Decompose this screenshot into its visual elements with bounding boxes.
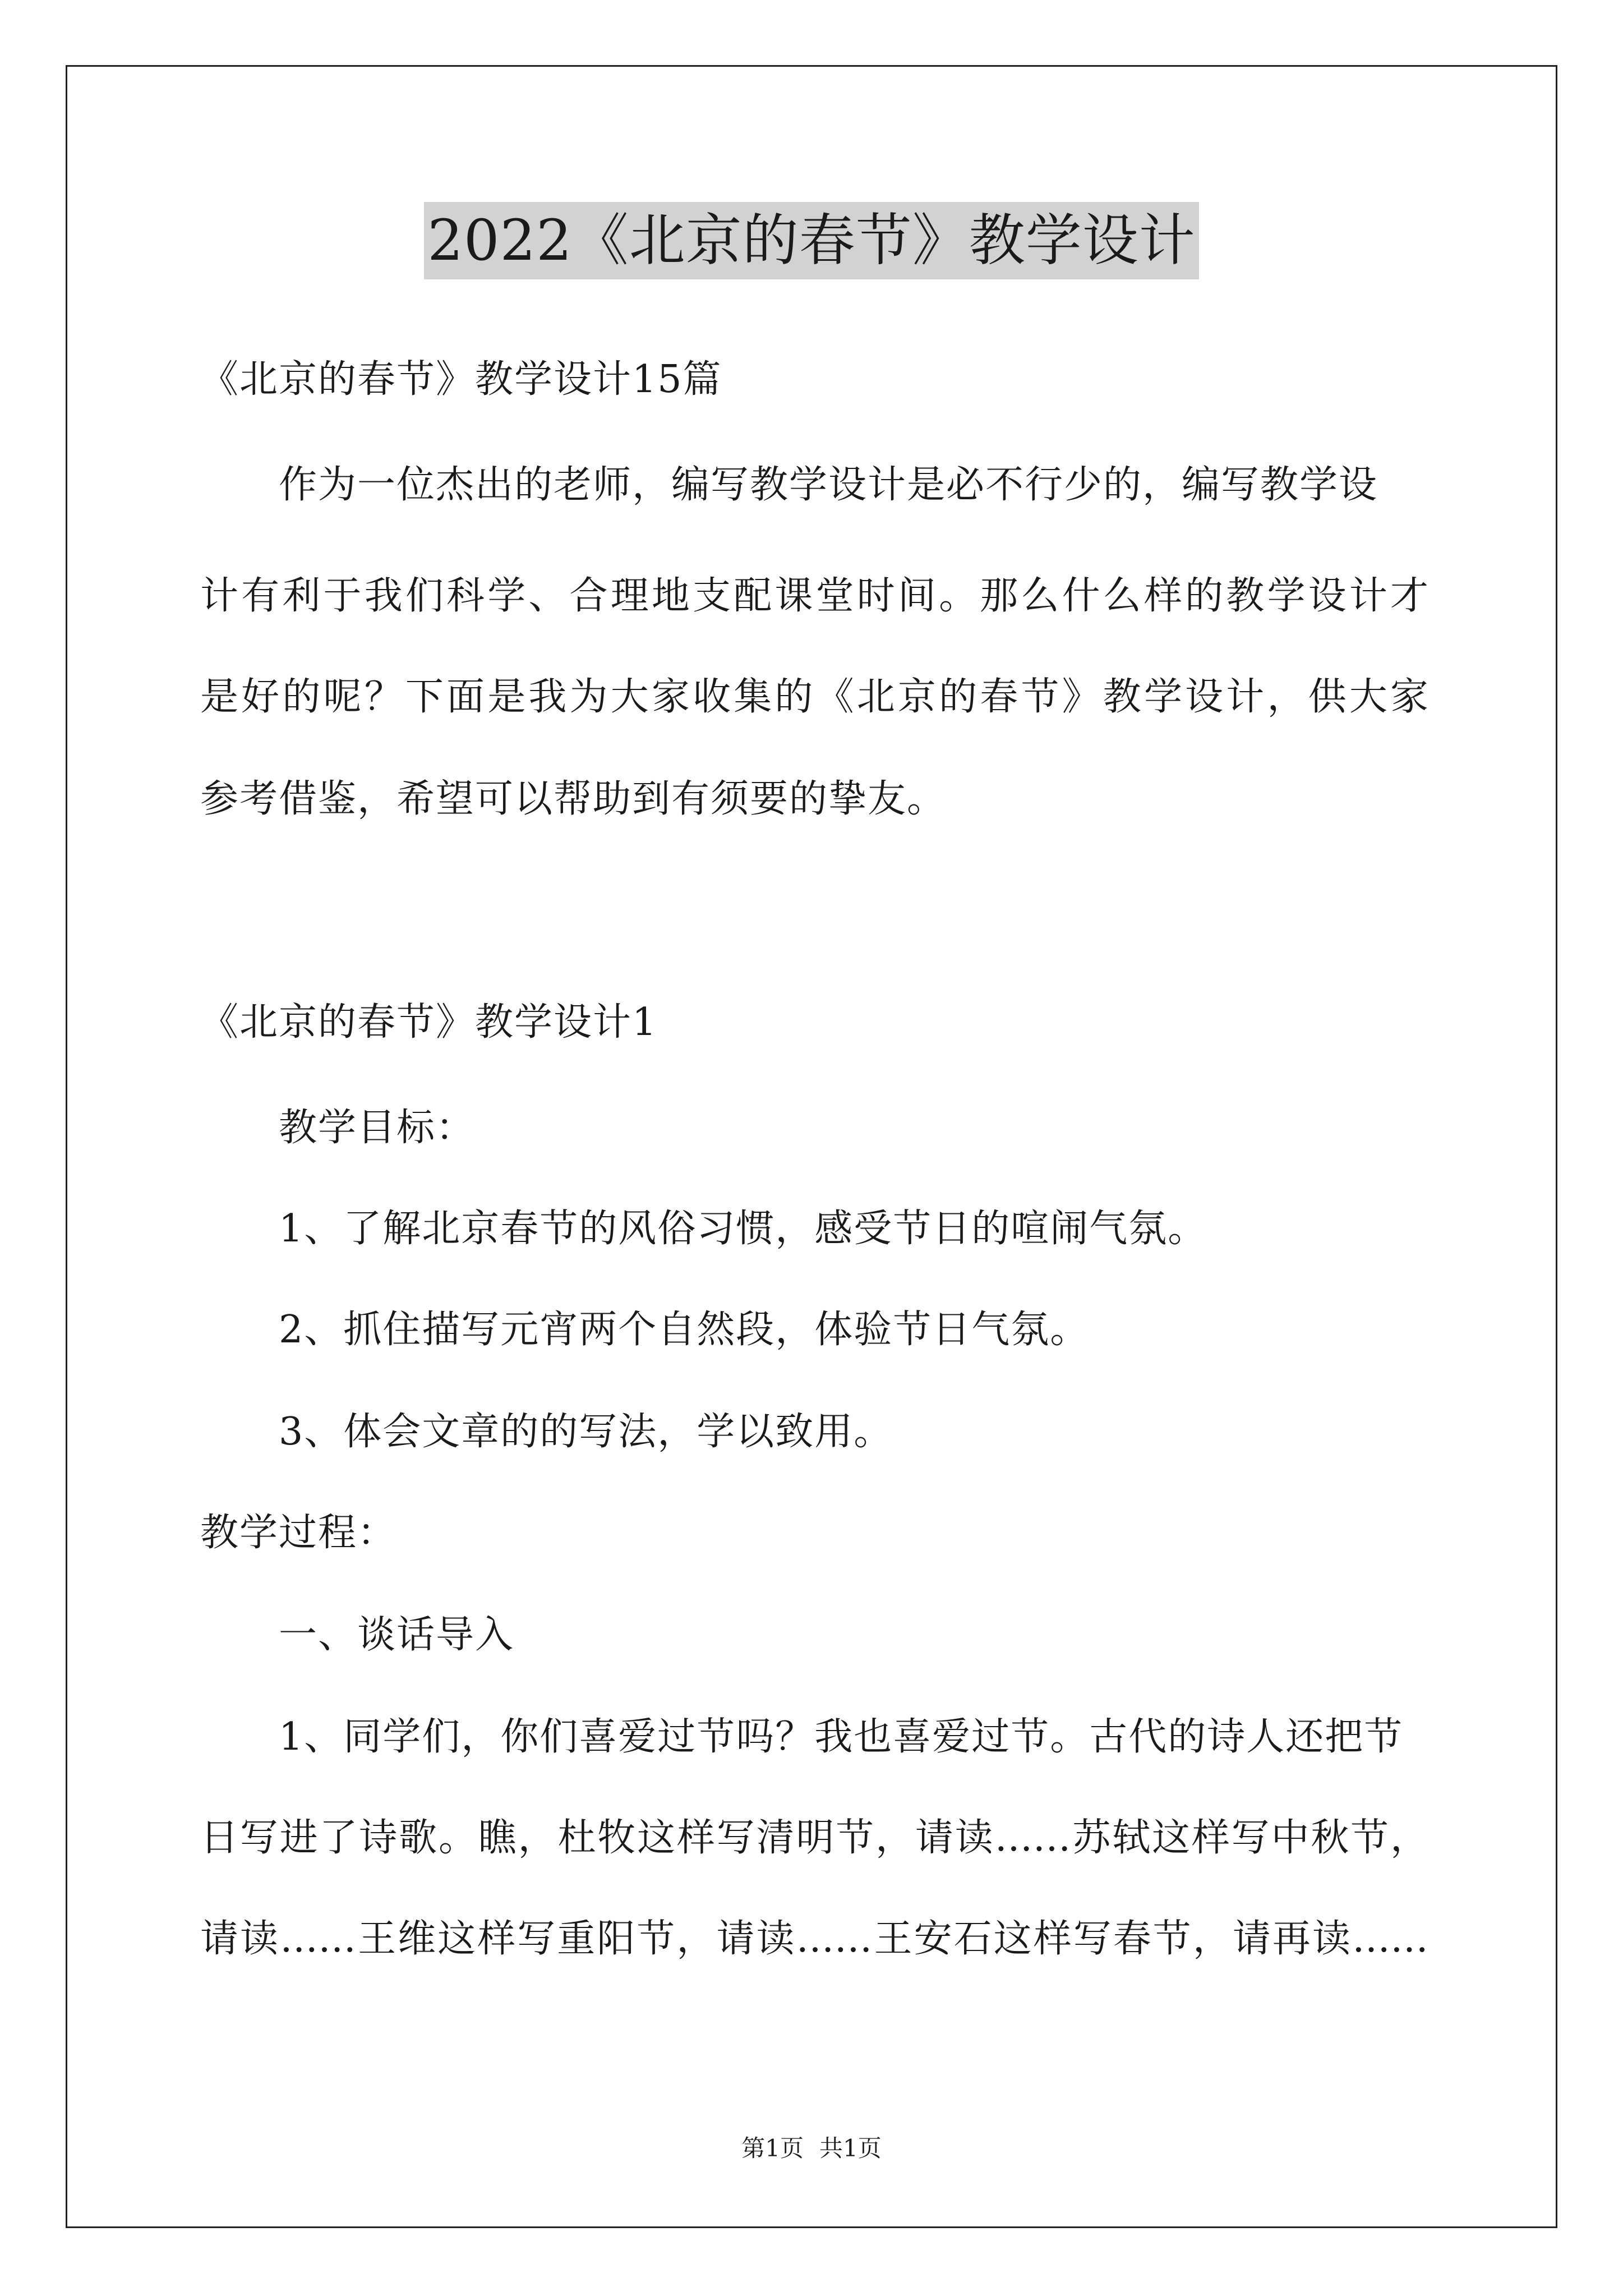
objectives-heading: 教学目标：	[279, 1106, 476, 1150]
objective-1: 1、了解北京春节的风俗习惯，感受节日的喧闹气氛。	[279, 1207, 1207, 1251]
document-title: 2022《北京的春节》教学设计	[424, 202, 1199, 279]
step-heading: 一、谈话导入	[279, 1613, 515, 1657]
title-container	[0, 202, 1623, 279]
section-heading: 《北京的春节》教学设计1	[200, 1000, 658, 1045]
objective-2: 2、抓住描写元宵两个自然段，体验节日气氛。	[279, 1308, 1090, 1352]
step-line-2: 日写进了诗歌。瞧，杜牧这样写清明节，请读……苏轼这样写中秋节，	[200, 1816, 1428, 1860]
page-footer	[0, 2133, 1623, 2164]
process-heading: 教学过程：	[200, 1511, 397, 1555]
subtitle: 《北京的春节》教学设计15篇	[200, 357, 722, 402]
intro-line-4: 参考借鉴，希望可以帮助到有须要的挚友。	[200, 777, 947, 821]
step-line-1: 1、同学们，你们喜爱过节吗？我也喜爱过节。古代的诗人还把节	[279, 1715, 1404, 1759]
page-total: 共1页	[819, 2134, 882, 2162]
objective-3: 3、体会文章的的写法，学以致用。	[279, 1410, 893, 1454]
intro-line-3: 是好的呢？下面是我为大家收集的《北京的春节》教学设计，供大家	[200, 675, 1428, 719]
page-current: 第1页	[741, 2134, 804, 2162]
intro-line-1: 作为一位杰出的老师，编写教学设计是必不行少的，编写教学设	[279, 463, 1378, 507]
step-line-3: 请读……王维这样写重阳节，请读……王安石这样写春节，请再读……	[200, 1917, 1428, 1961]
intro-line-2: 计有利于我们科学、合理地支配课堂时间。那么什么样的教学设计才	[200, 574, 1428, 618]
